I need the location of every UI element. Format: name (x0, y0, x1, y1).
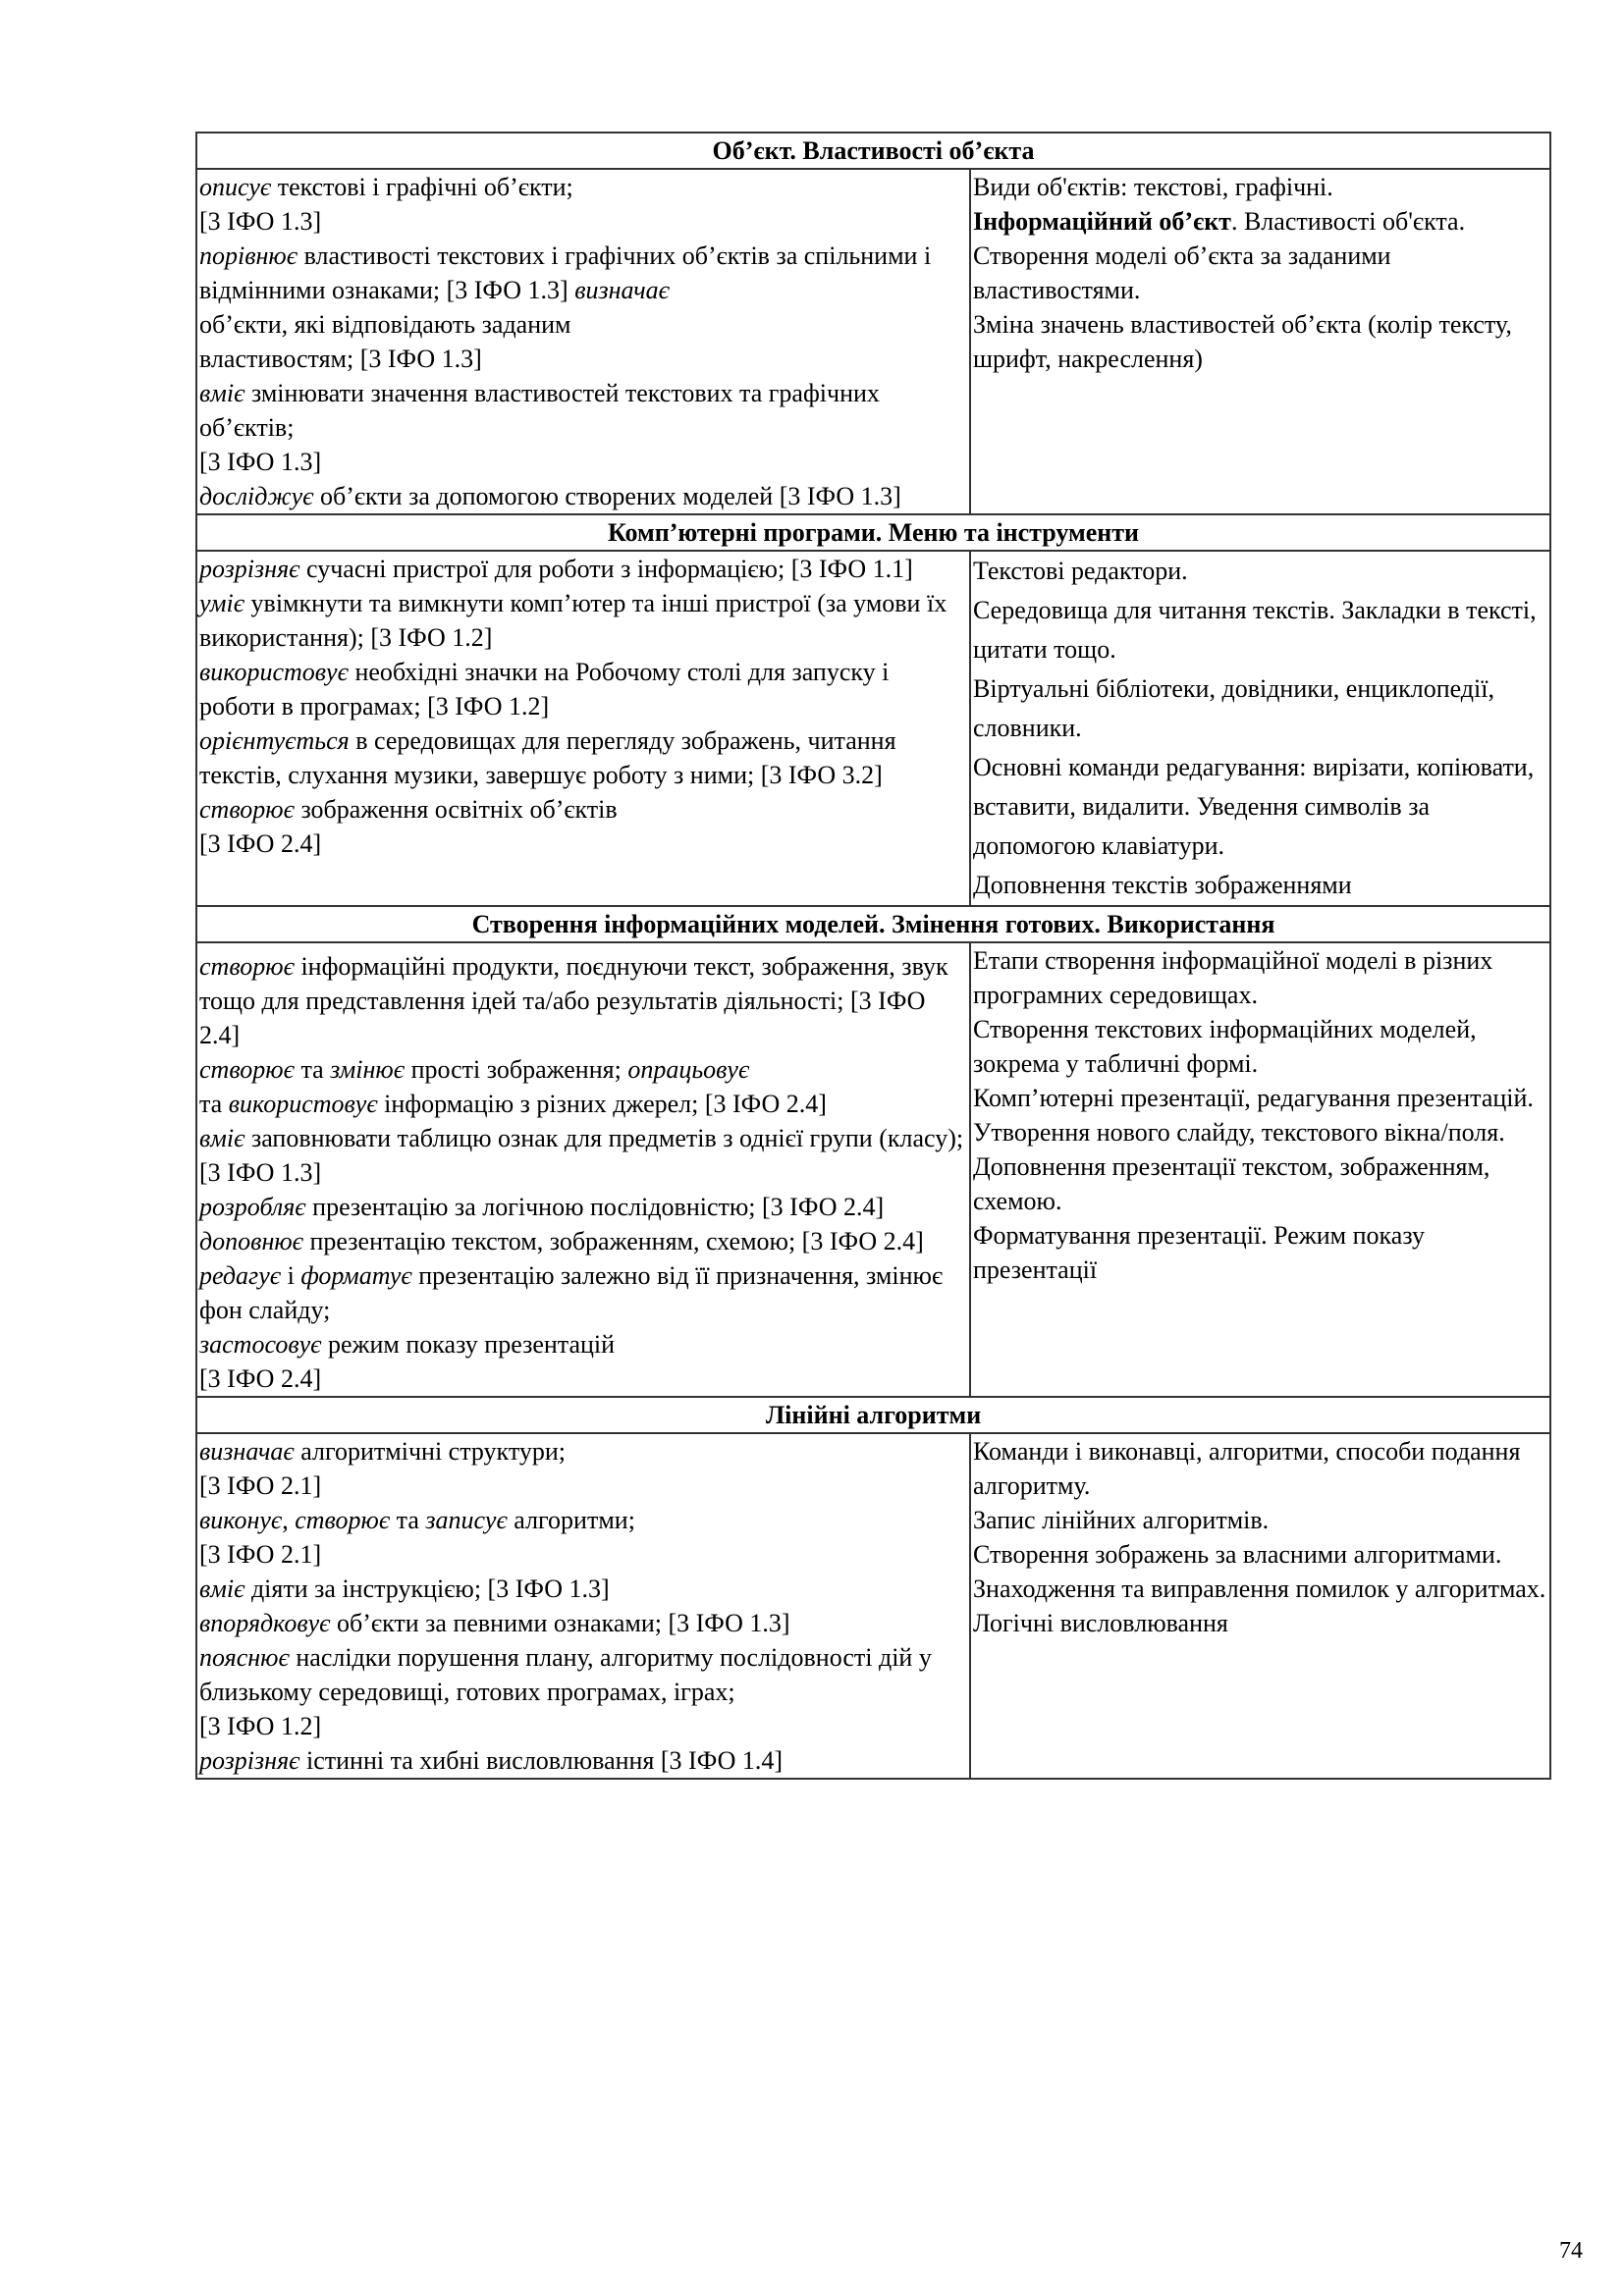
outcome-verb: створює (199, 795, 295, 824)
outcome-text: і (281, 1261, 301, 1290)
content-text: Основні команди редагування: вирізати, копіювати, вставити, видалити. Уведення символів за допомогою клавіатури. (973, 753, 1535, 860)
outcome-verb: орієнтується (199, 726, 350, 755)
outcome-text: об’єкти за певними ознаками; [3 ІФО 1.3] (330, 1609, 790, 1637)
outcome-verb: записує (425, 1506, 508, 1534)
outcome-item (199, 1606, 967, 1640)
section-body-row (196, 942, 1550, 1397)
content-cell (970, 1433, 1550, 1779)
outcome-text: [3 ІФО 1.3] (199, 1158, 322, 1187)
outcome-item (199, 1327, 967, 1362)
outcome-text: презентацію за логічною послідовністю; [3 ІФО 2.4] (305, 1193, 885, 1221)
outcome-verb: визначає (199, 1437, 295, 1466)
content-cell (970, 169, 1550, 514)
outcome-verb: впорядковує (199, 1609, 331, 1637)
outcome-verb: порівнює (199, 241, 298, 270)
outcome-text: інформацію з різних джерел; [3 ІФО 2.4] (377, 1090, 827, 1118)
outcome-verb: змінює (330, 1055, 406, 1084)
outcome-item (199, 1052, 967, 1087)
outcome-item (199, 1087, 967, 1121)
curriculum-table (195, 132, 1551, 1780)
outcome-verb: досліджує (199, 482, 314, 510)
outcome-text: об’єкти, які відповідають заданим (199, 310, 571, 339)
content-item (973, 1606, 1547, 1640)
content-item (973, 748, 1547, 866)
outcome-text: алгоритмічні структури; (294, 1437, 566, 1466)
outcome-item (199, 1640, 967, 1709)
outcome-item (199, 376, 967, 445)
outcome-text: сучасні пристрої для роботи з інформацією; [3 ІФО 1.1] (299, 555, 913, 583)
outcome-item (199, 827, 967, 861)
content-text: Створення зображень за власними алгоритмами. (973, 1540, 1502, 1569)
section-header-row (196, 906, 1550, 942)
section-title: Комп’ютерні програми. Меню та інструменти (196, 514, 1550, 551)
outcome-verb: уміє (199, 589, 245, 617)
content-text: Зміна значень властивостей об’єкта (колір тексту, шрифт, накреслення) (973, 310, 1512, 373)
content-text: Команди і виконавці, алгоритми, способи подання алгоритму. (973, 1437, 1521, 1500)
content-item (973, 170, 1547, 204)
outcome-item (199, 204, 967, 239)
outcome-text: та (294, 1055, 331, 1084)
outcome-text: змінювати значення властивостей текстових та графічних об’єктів; (199, 379, 880, 442)
outcome-text: зображення освітніх об’єктів (294, 795, 618, 824)
outcome-text: та (390, 1506, 426, 1534)
learning-outcomes-cell (196, 169, 970, 514)
outcome-item (199, 1743, 967, 1778)
content-text: Створення текстових інформаційних моделей, зокрема у табличні формі. (973, 1015, 1477, 1078)
outcome-text: алгоритми; (507, 1506, 635, 1534)
content-text: Форматування презентації. Режим показу презентації (973, 1221, 1426, 1284)
content-item (973, 1537, 1547, 1572)
section-title: Об’єкт. Властивості об’єкта (196, 133, 1550, 169)
content-item (973, 1572, 1547, 1606)
outcome-verb: доповнює (199, 1227, 304, 1255)
outcome-text: [3 ІФО 1.2] (199, 1712, 322, 1740)
content-item (973, 307, 1547, 376)
outcome-item (199, 1362, 967, 1396)
outcome-verb: виконує (199, 1506, 283, 1534)
outcome-verb: форматує (300, 1261, 412, 1290)
content-item (973, 1012, 1547, 1081)
outcome-verb: розрізняє (199, 555, 300, 583)
outcome-verb: описує (199, 173, 272, 201)
outcome-text: [3 ІФО 2.4] (199, 829, 322, 858)
outcome-item (199, 1121, 967, 1155)
content-item (973, 1503, 1547, 1537)
outcome-item (199, 1258, 967, 1327)
outcome-verb: створює (295, 1506, 391, 1534)
outcome-verb: створює (199, 952, 295, 981)
outcome-text: увімкнути та вимкнути комп’ютер та інші пристрої (за умови їх використання); [3 ІФО 1.2] (199, 589, 947, 652)
outcome-text: текстові і графічні об’єкти; (271, 173, 573, 201)
learning-outcomes-cell (196, 1433, 970, 1779)
outcome-text: в середовищах для перегляду зображень, читання текстів, слухання музики, завершує роботу з ними; [3 ІФО 3.2] (199, 726, 896, 789)
content-text: Доповнення текстів зображеннями (973, 871, 1352, 899)
outcome-item (199, 723, 967, 792)
outcome-text: наслідки порушення плану, алгоритму послідовності дій у близькому середовищі, готових програмах, іграх; (199, 1643, 932, 1706)
outcome-verb: використовує (228, 1090, 378, 1118)
content-text: Знаходження та виправлення помилок у алгоритмах. (973, 1575, 1546, 1603)
outcome-verb: редагує (199, 1261, 282, 1290)
outcome-item (199, 170, 967, 204)
outcome-item (199, 655, 967, 723)
page-number: 74 (1559, 2238, 1583, 2264)
content-text: Текстові редактори. (973, 557, 1188, 585)
content-item (973, 669, 1547, 748)
outcome-item (199, 1537, 967, 1572)
content-text: Етапи створення інформаційної моделі в різних програмних середовищах. (973, 946, 1493, 1009)
outcome-item (199, 445, 967, 479)
outcome-verb: пояснює (199, 1643, 290, 1672)
outcome-item (199, 342, 967, 376)
outcome-item (199, 239, 967, 307)
outcome-verb: використовує (199, 658, 349, 686)
content-item (973, 552, 1547, 591)
outcome-text: властивості текстових і графічних об’єктів за спільними і відмінними ознаками; [3 ІФО 1.3] (199, 241, 932, 304)
outcome-verb: опрацьовує (627, 1055, 750, 1084)
outcome-text: [3 ІФО 1.3] (199, 207, 322, 236)
outcome-verb: вміє (199, 1575, 245, 1603)
content-item (973, 866, 1547, 905)
outcome-text: [3 ІФО 2.1] (199, 1540, 322, 1569)
content-text: Комп’ютерні презентації, редагування презентацій. (973, 1084, 1534, 1112)
section-header-row (196, 1397, 1550, 1433)
outcome-item (199, 1709, 967, 1743)
content-item (973, 204, 1547, 307)
content-item (973, 1218, 1547, 1287)
outcome-verb: вміє (199, 379, 245, 407)
outcome-item (199, 1190, 967, 1224)
content-text: Види об'єктів: текстові, графічні. (973, 173, 1333, 201)
section-body-row (196, 1433, 1550, 1779)
section-body-row (196, 551, 1550, 906)
outcome-item (199, 1224, 967, 1258)
outcome-item (199, 1155, 967, 1190)
outcome-text: презентацію текстом, зображенням, схемою; [3 ІФО 2.4] (303, 1227, 924, 1255)
outcome-text: заповнювати таблицю ознак для предметів з однієї групи (класу); (244, 1124, 964, 1152)
content-text: Утворення нового слайду, текстового вікна/поля. Доповнення презентації текстом, зображенням, схемою. (973, 1118, 1505, 1215)
outcome-text: режим показу презентацій (321, 1330, 616, 1359)
outcome-verb: створює (199, 1055, 295, 1084)
outcome-verb: розрізняє (199, 1746, 300, 1775)
section-header-row (196, 133, 1550, 169)
content-item (973, 591, 1547, 669)
outcome-text: [3 ІФО 1.3] (199, 448, 322, 476)
section-header-row (196, 514, 1550, 551)
content-item (973, 943, 1547, 1012)
outcome-text: об’єкти за допомогою створених моделей [3 ІФО 1.3] (313, 482, 901, 510)
curriculum-table-body (196, 133, 1550, 1779)
outcome-item (199, 552, 967, 586)
content-text: Логічні висловлювання (973, 1609, 1228, 1637)
outcome-text: інформаційні продукти, поєднуючи текст, зображення, звук тощо для представлення ідей та/або результатів діяльності; [3 ІФО 2.4] (199, 952, 948, 1049)
section-title: Лінійні алгоритми (196, 1397, 1550, 1433)
outcome-text: прості зображення; (405, 1055, 628, 1084)
outcome-item (199, 479, 967, 513)
outcome-text: [3 ІФО 2.4] (199, 1364, 322, 1393)
section-title: Створення інформаційних моделей. Змінення готових. Використання (196, 906, 1550, 942)
outcome-text: властивостям; [3 ІФО 1.3] (199, 345, 482, 373)
section-body-row (196, 169, 1550, 514)
outcome-verb: застосовує (199, 1330, 322, 1359)
outcome-text: істинні та хибні висловлювання [3 ІФО 1.4] (299, 1746, 783, 1775)
outcome-text: діяти за інструкцією; [3 ІФО 1.3] (244, 1575, 610, 1603)
outcome-item (199, 792, 967, 827)
outcome-item (199, 1434, 967, 1468)
outcome-item (199, 949, 967, 1052)
learning-outcomes-cell (196, 551, 970, 906)
outcome-item (199, 586, 967, 655)
content-item (973, 1081, 1547, 1115)
outcome-text: [3 ІФО 2.1] (199, 1471, 322, 1500)
outcome-verb: розробляє (199, 1193, 306, 1221)
outcome-item (199, 1468, 967, 1503)
content-text: Запис лінійних алгоритмів. (973, 1506, 1270, 1534)
outcome-item (199, 1503, 967, 1537)
content-text: Віртуальні бібліотеки, довідники, енциклопедії, словники. (973, 674, 1494, 742)
outcome-verb: вміє (199, 1124, 245, 1152)
outcome-verb: визначає (574, 276, 670, 304)
content-text: . Властивості об'єкта. Створення моделі об’єкта за заданими властивостями. (973, 207, 1466, 304)
content-item (973, 1434, 1547, 1503)
content-text: Середовища для читання текстів. Закладки в тексті, цитати тощо. (973, 596, 1537, 664)
learning-outcomes-cell (196, 942, 970, 1397)
outcome-item (199, 1572, 967, 1606)
outcome-text: та (199, 1090, 229, 1118)
content-cell (970, 551, 1550, 906)
outcome-text: , (282, 1506, 296, 1534)
outcome-text: необхідні значки на Робочому столі для запуску і роботи в програмах; [3 ІФО 1.2] (199, 658, 890, 721)
content-cell (970, 942, 1550, 1397)
outcome-text: презентацію залежно від її призначення, змінює фон слайду; (199, 1261, 944, 1324)
content-item (973, 1115, 1547, 1218)
outcome-item (199, 307, 967, 342)
content-term: Інформаційний об’єкт (973, 207, 1231, 236)
